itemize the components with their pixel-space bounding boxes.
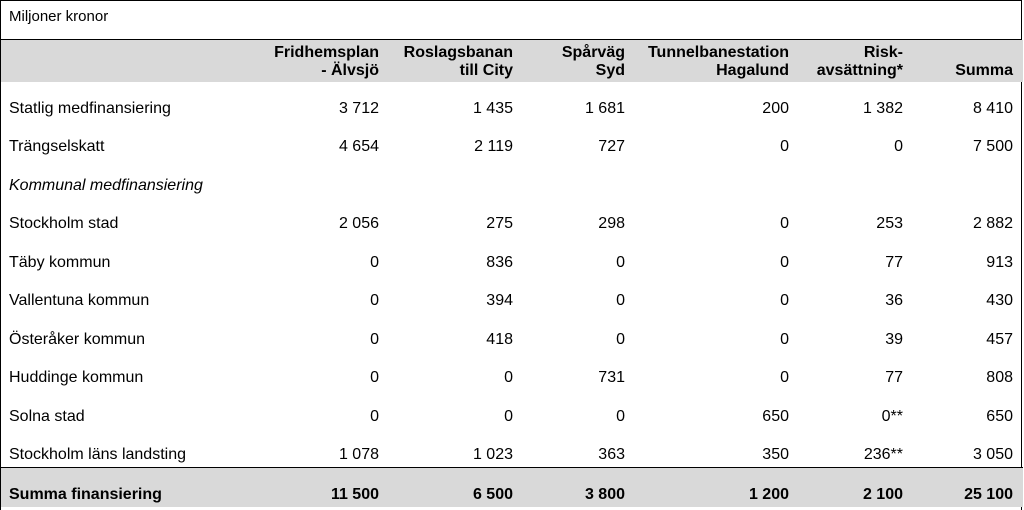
table-cell bbox=[625, 159, 789, 198]
table-cell bbox=[379, 159, 513, 198]
table-cell: 0 bbox=[370, 369, 379, 386]
table-row bbox=[1, 236, 1023, 275]
table-row bbox=[1, 198, 1023, 237]
table-cell: 275 bbox=[486, 215, 513, 232]
table-cell bbox=[513, 159, 625, 198]
table-cell: 7 500 bbox=[972, 138, 1013, 155]
table-cell: 0 bbox=[780, 292, 789, 309]
table-cell bbox=[789, 159, 903, 198]
header-label-col bbox=[1, 40, 241, 82]
table-cell: 0 bbox=[616, 292, 625, 309]
row-label: Österåker kommun bbox=[9, 330, 146, 348]
total-cell: 3 800 bbox=[513, 467, 625, 507]
table-cell: 0 bbox=[370, 292, 379, 309]
table-cell: 8 410 bbox=[972, 99, 1013, 117]
table-cell: 0 bbox=[894, 138, 903, 155]
row-label: Täby kommun bbox=[9, 253, 111, 271]
table-cell: 77 bbox=[885, 253, 903, 271]
table-cell: 727 bbox=[598, 138, 625, 155]
table-cell: 0 bbox=[370, 330, 379, 348]
row-label: Huddinge kommun bbox=[9, 369, 144, 386]
table-cell: 650 bbox=[986, 407, 1013, 425]
table-cell: 0 bbox=[504, 407, 513, 425]
table-cell: 650 bbox=[762, 407, 789, 425]
table-cell: 2 119 bbox=[474, 138, 513, 155]
header-sparvag: Spårväg Syd bbox=[561, 44, 625, 79]
header-riskavsattning: Risk- avsättning* bbox=[816, 44, 903, 79]
total-cell: 2 100 bbox=[789, 467, 903, 507]
table-cell: 808 bbox=[986, 369, 1013, 386]
table-cell: 363 bbox=[598, 445, 625, 463]
table-cell: 457 bbox=[986, 330, 1013, 348]
header-row bbox=[1, 40, 1023, 82]
row-label: Solna stad bbox=[9, 407, 85, 425]
total-label: Summa finansiering bbox=[1, 467, 241, 507]
table-cell: 430 bbox=[986, 292, 1013, 309]
total-cell: 25 100 bbox=[903, 467, 1023, 507]
table-cell: 731 bbox=[598, 369, 625, 386]
row-label: Stockholm läns landsting bbox=[9, 445, 186, 463]
total-cell: 1 200 bbox=[625, 467, 789, 507]
table-row bbox=[1, 313, 1023, 352]
table-row bbox=[1, 429, 1023, 468]
table-cell: 1 435 bbox=[472, 99, 513, 117]
table-cell: 0 bbox=[780, 253, 789, 271]
table-cell: 1 023 bbox=[472, 445, 513, 463]
table-cell: 0 bbox=[504, 369, 513, 386]
table-cell: 200 bbox=[762, 99, 789, 117]
table-cell: 253 bbox=[876, 215, 903, 232]
table-cell: 1 681 bbox=[584, 99, 625, 117]
table-row bbox=[1, 390, 1023, 429]
table-cell: 3 050 bbox=[972, 445, 1013, 463]
financing-table bbox=[1, 40, 1023, 507]
table-cell: 0 bbox=[780, 215, 789, 232]
table-cell: 913 bbox=[986, 253, 1013, 271]
table-cell: 0 bbox=[370, 253, 379, 271]
table-cell: 0 bbox=[780, 369, 789, 386]
table-cell: 0 bbox=[370, 407, 379, 425]
section-row bbox=[1, 159, 1023, 198]
table-cell: 350 bbox=[762, 445, 789, 463]
total-cell: 6 500 bbox=[379, 467, 513, 507]
table-cell: 0 bbox=[616, 253, 625, 271]
table-cell: 1 078 bbox=[338, 445, 379, 463]
table-cell: 77 bbox=[885, 369, 903, 386]
table-cell: 2 882 bbox=[972, 215, 1013, 232]
table-row bbox=[1, 82, 1023, 121]
table-cell: 2 056 bbox=[338, 215, 379, 232]
table-cell: 36 bbox=[885, 292, 903, 309]
table-cell: 0 bbox=[780, 330, 789, 348]
table-cell: 4 654 bbox=[338, 138, 379, 155]
table-cell: 3 712 bbox=[338, 99, 379, 117]
section-label: Kommunal medfinansiering bbox=[9, 176, 203, 194]
total-cell: 11 500 bbox=[241, 467, 379, 507]
table-cell: 0** bbox=[881, 407, 903, 425]
table-cell: 394 bbox=[486, 292, 513, 309]
header-fridhemsplan: Fridhemsplan - Älvsjö bbox=[274, 44, 379, 79]
header-tunnelbanestation: Tunnelbanestation Hagalund bbox=[647, 44, 789, 79]
table-cell: 1 382 bbox=[862, 99, 903, 117]
header-roslagsbanan: Roslagsbanan till City bbox=[403, 44, 513, 79]
table-row bbox=[1, 352, 1023, 391]
table-row bbox=[1, 275, 1023, 314]
row-label: Stockholm stad bbox=[9, 215, 119, 232]
table-cell: 39 bbox=[885, 330, 903, 348]
total-row bbox=[1, 467, 1023, 507]
table-cell: 836 bbox=[486, 253, 513, 271]
table-cell: 236** bbox=[863, 445, 903, 463]
table-cell: 0 bbox=[616, 330, 625, 348]
table-cell bbox=[241, 159, 379, 198]
table-cell: 298 bbox=[598, 215, 625, 232]
table-caption: Miljoner kronor bbox=[1, 0, 1021, 40]
row-label: Trängselskatt bbox=[9, 138, 105, 155]
table-cell bbox=[903, 159, 1023, 198]
table-cell: 418 bbox=[486, 330, 513, 348]
table-row bbox=[1, 121, 1023, 160]
table-cell: 0 bbox=[780, 138, 789, 155]
table-cell: 0 bbox=[616, 407, 625, 425]
header-summa: Summa bbox=[955, 62, 1013, 79]
row-label: Vallentuna kommun bbox=[9, 292, 150, 309]
row-label: Statlig medfinansiering bbox=[9, 99, 171, 117]
